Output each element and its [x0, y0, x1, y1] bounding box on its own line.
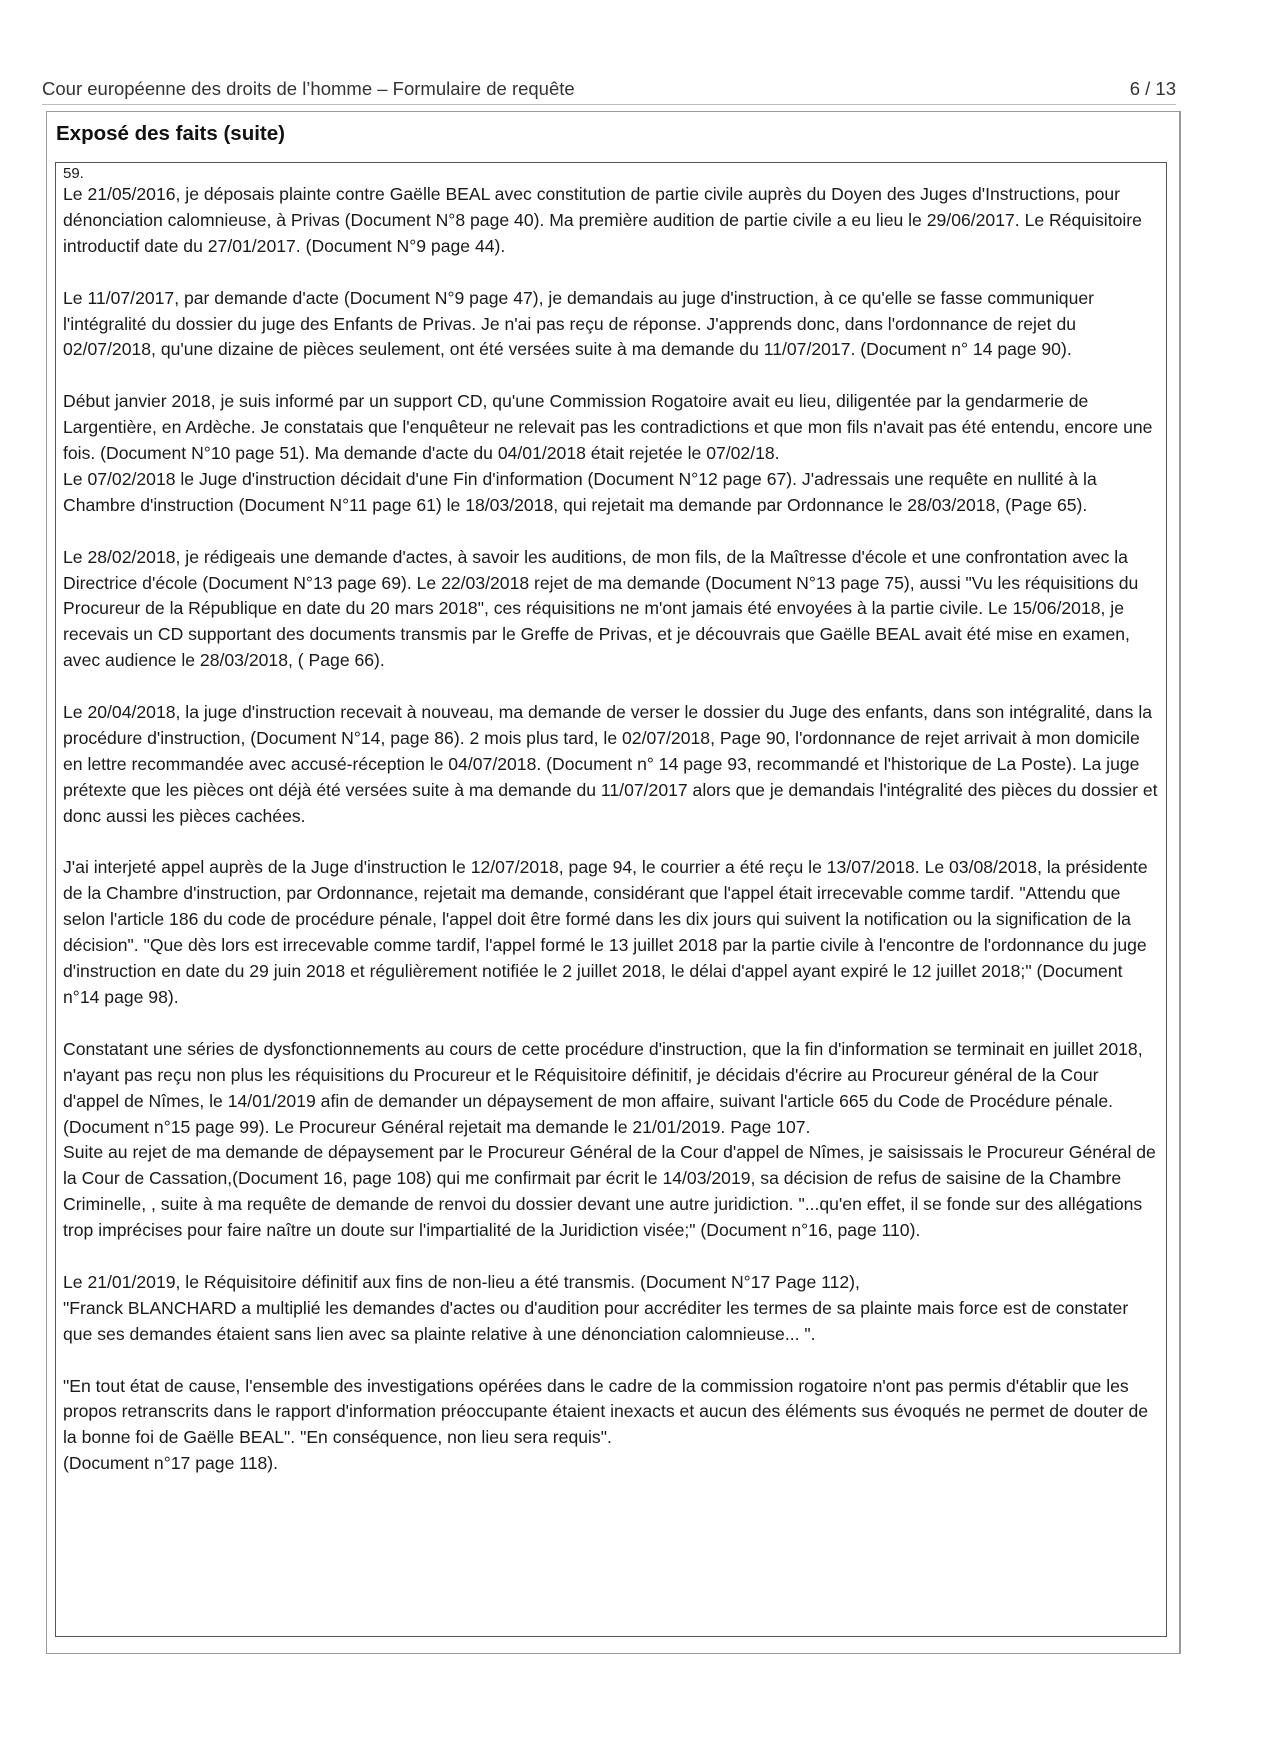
- blank-line: [63, 830, 1158, 856]
- paragraph: Le 21/01/2019, le Réquisitoire définitif aux fins de non-lieu a été transmis. (Document N°17 Page 112),: [63, 1271, 860, 1292]
- paragraph: Le 21/05/2016, je déposais plainte contre Gaëlle BEAL avec constitution de partie civile auprès du Doyen des Juges d'Instructions, pour dénonciation calomnieuse, à Privas (Document N°8 page 40). Ma première audition de partie civile a eu lieu le 29/06/2017. Le Réquisitoire introductif date du 27/01/2017. (Document N°9 page 44).: [63, 184, 1142, 256]
- blank-line: [63, 519, 1158, 545]
- blank-line: [63, 1244, 1158, 1270]
- paragraph: "Franck BLANCHARD a multiplié les demandes d'actes ou d'audition pour accréditer les termes de sa plainte mais force est de constater que ses demandes étaient sans lien avec sa plainte relative à une dénonciation calomnieuse... ".: [63, 1297, 1129, 1344]
- form-title: Cour européenne des droits de l’homme – Formulaire de requête: [42, 78, 575, 99]
- paragraph: Le 20/04/2018, la juge d'instruction recevait à nouveau, ma demande de verser le dossier du Juge des enfants, dans son intégralité, dans la procédure d'instruction, (Document N°14, page 86). 2 mois plus tard, le 02/07/2018, Page 90, l'ordonnance de rejet arrivait à mon domicile en lettre recommandée avec accusé-réception le 04/07/2018. (Document n° 14 page 93, recommandé et l'historique de La Poste). La juge prétexte que les pièces ont déjà été versées suite à ma demande du 11/07/2017 alors que je demandais l'intégralité des pièces du dossier et donc aussi les pièces cachées.: [63, 702, 1158, 826]
- facts-text-box: [55, 162, 1167, 1637]
- paragraph: "En tout état de cause, l'ensemble des investigations opérées dans le cadre de la commission rogatoire n'ont pas permis d'établir que les propos retranscrits dans le rapport d'information préoccupante étaient inexacts et aucun des éléments sus évoqués ne permet de douter de la bonne foi de Gaëlle BEAL". "En conséquence, non lieu sera requis".: [63, 1375, 1149, 1448]
- paragraph: J'ai interjeté appel auprès de la Juge d'instruction le 12/07/2018, page 94, le courrier a été reçu le 13/07/2018. Le 03/08/2018, la présidente de la Chambre d'instruction, par Ordonnance, rejetait ma demande, considérant que l'appel était irrecevable comme tardif. "Attendu que selon l'article 186 du code de procédure pénale, l'appel doit être formé dans les dix jours qui suivent la notification ou la signification de la décision". "Que dès lors est irrecevable comme tardif, l'appel formé le 13 juillet 2018 par la partie civile à l'encontre de l'ordonnance du juge d'instruction en date du 29 juin 2018 et régulièrement notifiée le 2 juillet 2018, le délai d'appel ayant expiré le 12 juillet 2018;" (Document n°14 page 98).: [63, 857, 1148, 1008]
- blank-line: [63, 1348, 1158, 1374]
- blank-line: [63, 363, 1158, 389]
- paragraph: Le 28/02/2018, je rédigeais une demande d'actes, à savoir les auditions, de mon fils, de la Maîtresse d'école et une confrontation avec la Directrice d'école (Document N°13 page 69). Le 22/03/2018 rejet de ma demande (Document N°13 page 75), aussi "Vu les réquisitions du Procureur de la République en date du 20 mars 2018", ces réquisitions ne m'ont jamais été envoyées à la partie civile. Le 15/06/2018, je recevais un CD supportant des documents transmis par le Greffe de Privas, et je découvrais que Gaëlle BEAL avait été mise en examen, avec audience le 28/03/2018, ( Page 66).: [63, 546, 1139, 671]
- blank-line: [63, 260, 1158, 286]
- paragraph: (Document n°17 page 118).: [63, 1453, 279, 1474]
- blank-line: [63, 1011, 1158, 1037]
- paragraph: Le 11/07/2017, par demande d'acte (Document N°9 page 47), je demandais au juge d'instruction, à ce qu'elle se fasse communiquer l'intégralité du dossier du juge des Enfants de Privas. Je n'ai pas reçu de réponse. J'apprends donc, dans l'ordonnance de rejet du 02/07/2018, qu'une dizaine de pièces seulement, ont été versées suite à ma demande du 11/07/2017. (Document n° 14 page 90).: [63, 287, 1095, 360]
- paragraph: Constatant une séries de dysfonctionnements au cours de cette procédure d'instruction, que la fin d'information se terminait en juillet 2018, n'ayant pas reçu non plus les réquisitions du Procureur et le Réquisitoire définitif, je décidais d'écrire au Procureur général de la Cour d'appel de Nîmes, le 14/01/2019 afin de demander un dépaysement de mon affaire, suivant l'article 665 du Code de Procédure pénale.(Document n°15 page 99). Le Procureur Général rejetait ma demande le 21/01/2019. Page 107.: [63, 1038, 1143, 1137]
- paragraph: Début janvier 2018, je suis informé par un support CD, qu'une Commission Rogatoire avait eu lieu, diligentée par la gendarmerie de Largentière, en Ardèche. Je constatais que l'enquêteur ne relevait pas les contradictions et que mon fils n'avait pas été entendu, encore une fois. (Document N°10 page 51). Ma demande d'acte du 04/01/2018 était rejetée le 07/02/18.: [63, 391, 1153, 464]
- page-number: 6 / 13: [1129, 78, 1176, 99]
- paragraph-number: 59.: [63, 165, 84, 182]
- paragraph: Suite au rejet de ma demande de dépaysement par le Procureur Général de la Cour d'appel de Nîmes, je saisissais le Procureur Général de la Cour de Cassation,(Document 16, page 108) qui me confirmait par écrit le 14/03/2019, sa décision de refus de saisine de la Chambre Criminelle, , suite à ma requête de demande de renvoi du dossier devant une autre juridiction. "...qu'en effet, il se fonde sur des allégations trop imprécises pour faire naître un doute sur l'impartialité de la Juridiction visée;" (Document n°16, page 110).: [63, 1142, 1156, 1241]
- page-header: [42, 78, 1176, 105]
- blank-line: [63, 674, 1158, 700]
- section-title: Exposé des faits (suite): [56, 122, 285, 145]
- paragraph: Le 07/02/2018 le Juge d'instruction décidait d'une Fin d'information (Document N°12 page 67). J'adressais une requête en nullité à la Chambre d'instruction (Document N°11 page 61) le 18/03/2018, qui rejetait ma demande par Ordonnance le 28/03/2018, (Page 65).: [63, 468, 1097, 515]
